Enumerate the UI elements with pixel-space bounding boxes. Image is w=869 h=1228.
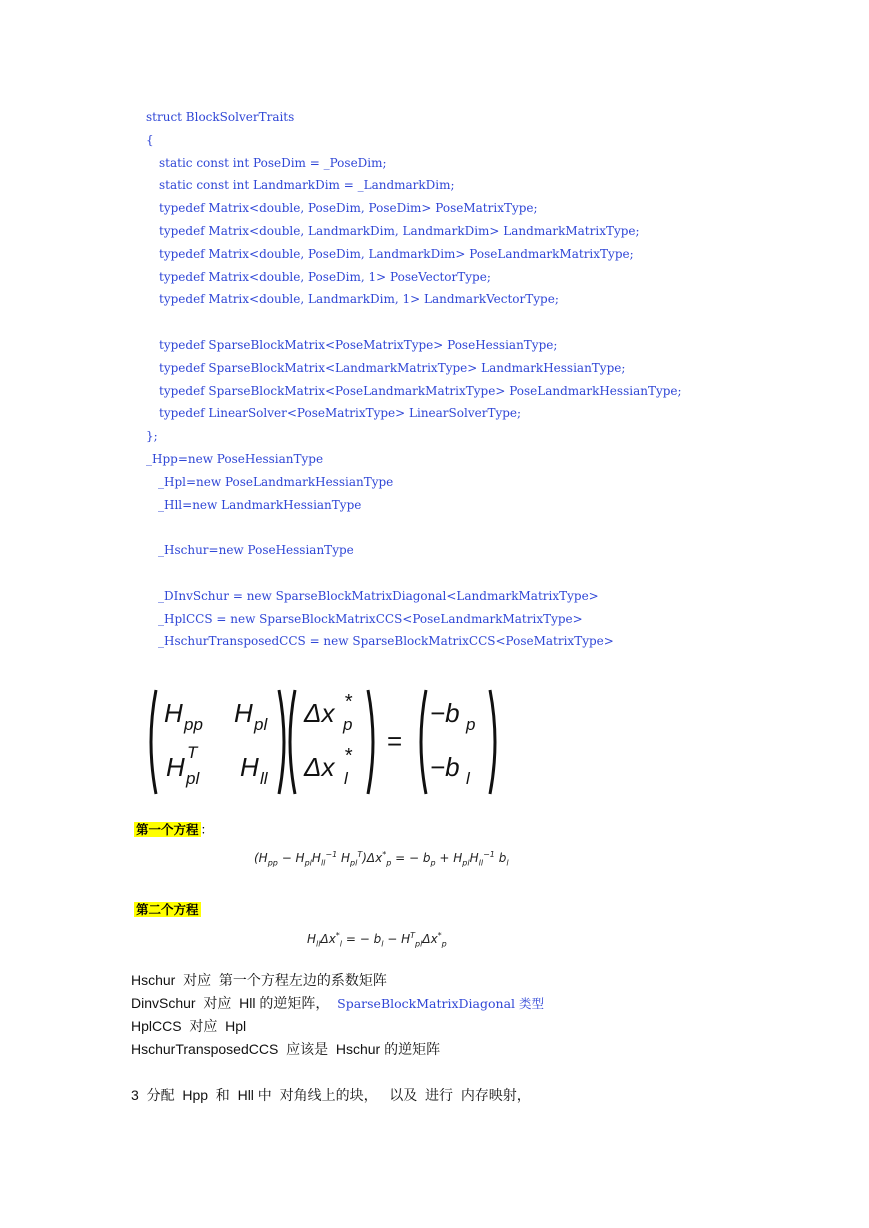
code-line: typedef Matrix<double, PoseDim, LandmarkDim> PoseLandmarkMatrixType; (159, 246, 634, 261)
h-pl-t-sub: pl (186, 769, 200, 788)
h-pp: H (164, 698, 183, 728)
second-equation: $H_{ll}\Delta x^*_l$ = − $b_l - H^T_{pl}\Delta x^*_p$ (307, 931, 447, 949)
code-line: typedef Matrix<double, PoseDim, 1> PoseVectorType; (159, 269, 491, 284)
dx-p-sup: * (344, 691, 352, 713)
code-line: _Hpp=new PoseHessianType (146, 451, 324, 466)
note-hschur-transposed: HschurTransposedCCS 应该是 Hschur 的逆矩阵 (131, 1041, 441, 1057)
code-line: typedef Matrix<double, PoseDim, PoseDim> PoseMatrixType; (159, 201, 538, 216)
code-line: _Hll=new LandmarkHessianType (158, 497, 362, 512)
h-pl-sub: pl (254, 715, 268, 734)
b-l-sub: l (466, 769, 470, 788)
final-note: 3 分配 Hpp 和 Hll 中 对角线上的块， 以及 进行 内存映射， (131, 1087, 531, 1103)
code-line: { (146, 132, 154, 147)
code-line: typedef LinearSolver<PoseMatrixType> LinearSolverType; (159, 406, 522, 421)
code-line: static const int LandmarkDim = _LandmarkDim; (159, 178, 455, 193)
code-block (146, 106, 826, 653)
block-matrix-equation (144, 684, 504, 800)
code-line: _DInvSchur = new SparseBlockMatrixDiagonal<LandmarkMatrixType> (158, 588, 599, 603)
code-line: }; (146, 429, 158, 444)
b-p-sub: p (466, 715, 476, 734)
dx-p-sub: p (343, 715, 353, 734)
code-line: struct BlockSolverTraits (146, 110, 295, 124)
code-line: typedef SparseBlockMatrix<PoseMatrixType> PoseHessianType; (159, 337, 558, 352)
dx-l-sub: l (344, 769, 348, 788)
dx-p: Δx (304, 698, 335, 728)
h-ll: H (240, 752, 259, 782)
equals-sign: = (387, 726, 403, 756)
code-line: static const int PoseDim = _PoseDim; (159, 155, 387, 170)
h-ll-sub: ll (260, 769, 268, 788)
note-hplccs: HplCCS 对应 Hpl (131, 1018, 247, 1034)
code-line: typedef Matrix<double, LandmarkDim, 1> LandmarkVectorType; (159, 292, 559, 307)
first-equation: ($H_{pp} - H_{pl}H_{ll}^{-1}$ $H_{pl}^T)\Delta x^*_p$ = − $b_p + H_{pl}H_{ll}^{-1}$ $b_l$ (254, 850, 509, 868)
second-equation-label: 第二个方程 (136, 902, 199, 917)
note-dinvschur: DinvSchur 对应 Hll 的逆矩阵， SparseBlockMatrixDiagonal 类型 (131, 995, 545, 1011)
h-pp-sub: pp (184, 715, 203, 734)
code-line: _HplCCS = new SparseBlockMatrixCCS<PoseLandmarkMatrixType> (158, 611, 583, 626)
b-l: −b (430, 752, 460, 782)
note-hschur: Hschur 对应 第一个方程左边的系数矩阵 (131, 972, 387, 988)
h-pl-t-sup: T (187, 743, 198, 762)
code-line: _Hschur=new PoseHessianType (158, 543, 354, 558)
code-line: _Hpl=new PoseLandmarkHessianType (158, 474, 394, 489)
code-line: _HschurTransposedCCS = new SparseBlockMatrixCCS<PoseMatrixType> (158, 634, 614, 649)
b-p: −b (430, 698, 460, 728)
code-line: typedef Matrix<double, LandmarkDim, LandmarkDim> LandmarkMatrixType; (159, 223, 640, 238)
h-pl: H (234, 698, 253, 728)
diagonal-type-text: SparseBlockMatrixDiagonal 类型 (337, 996, 545, 1011)
code-line: typedef SparseBlockMatrix<PoseLandmarkMatrixType> PoseLandmarkHessianType; (159, 383, 682, 398)
code-line: typedef SparseBlockMatrix<LandmarkMatrixType> LandmarkHessianType; (159, 360, 626, 375)
first-equation-label: 第一个方程 ： (136, 822, 214, 837)
dx-l-sup: * (344, 745, 352, 767)
dx-l: Δx (304, 752, 335, 782)
h-pl-t: H (166, 752, 185, 782)
